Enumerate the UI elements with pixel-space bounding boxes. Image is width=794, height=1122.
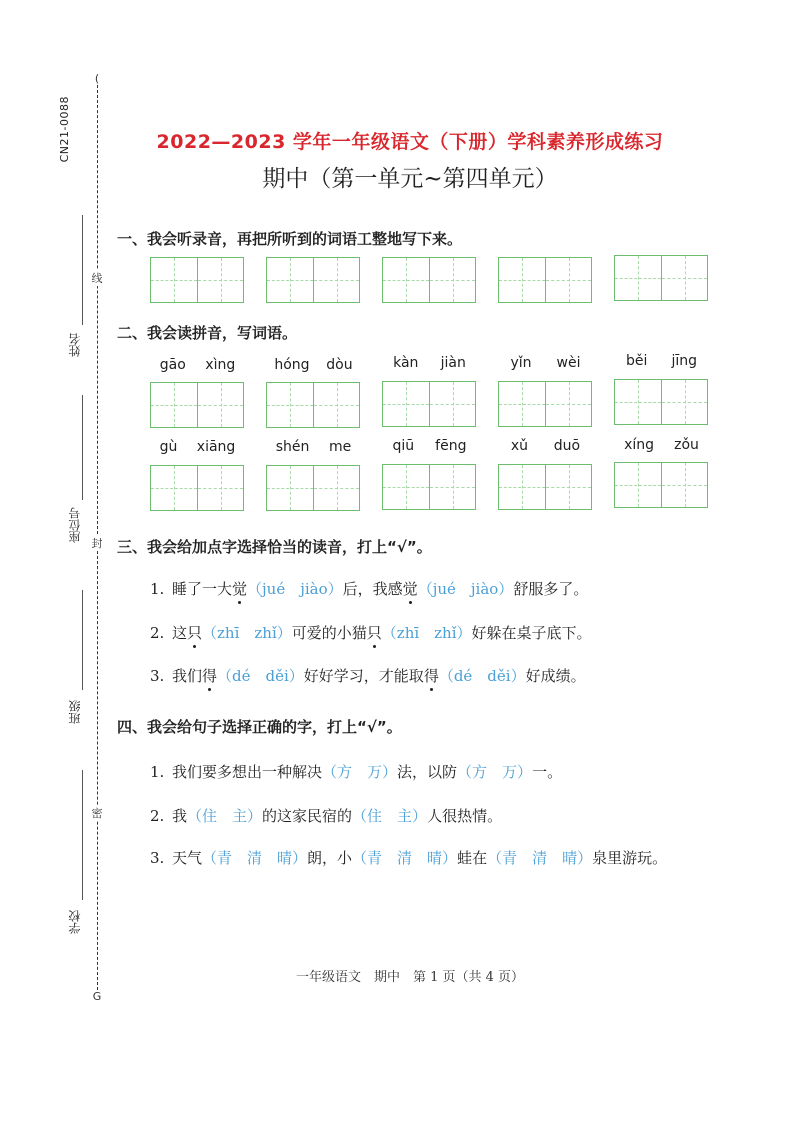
binding-seal-tag: 封 (91, 537, 103, 550)
char-options[interactable]: （方 万） (322, 763, 398, 781)
section4-heading: 四、我会给句子选择正确的字，打上“√”。 (117, 718, 402, 736)
writing-grid[interactable] (382, 381, 476, 427)
name-line (82, 215, 83, 325)
writing-grid[interactable] (498, 257, 592, 303)
pinyin-options[interactable]: （jué jiào） (417, 580, 514, 598)
binding-line-tag: 线 (91, 272, 103, 285)
section1-heading: 一、我会听录音，再把所听到的词语工整地写下来。 (117, 230, 463, 248)
writing-grid[interactable] (266, 257, 360, 303)
pinyin-pair: yǐn wèi (510, 355, 581, 371)
name-field[interactable] (64, 215, 88, 365)
pinyin-options[interactable]: （jué jiào） (247, 580, 343, 598)
writing-grid[interactable] (150, 465, 244, 511)
binding-top-mark: ( (90, 72, 104, 85)
writing-grid[interactable] (614, 255, 708, 301)
name-label: 姓名 (68, 333, 82, 357)
writing-grid[interactable] (150, 257, 244, 303)
writing-grid[interactable] (382, 257, 476, 303)
char-options[interactable]: （青 清 晴） (352, 849, 458, 867)
pinyin-pair: shén me (275, 439, 352, 455)
writing-grid[interactable] (150, 382, 244, 428)
section3-heading: 三、我会给加点字选择恰当的读音，打上“√”。 (117, 538, 432, 556)
seat-line (82, 395, 83, 500)
pinyin-pair: xǔ duō (510, 438, 581, 454)
school-field[interactable] (64, 770, 88, 945)
class-line (82, 590, 83, 690)
school-line (82, 770, 83, 900)
writing-grid[interactable] (266, 465, 360, 511)
class-field[interactable] (64, 590, 88, 740)
binding-g-mark: G (90, 990, 104, 1003)
section2-heading: 二、我会读拼音，写词语。 (117, 324, 298, 342)
writing-grid[interactable] (614, 462, 708, 508)
pinyin-pair: qiū fēng (392, 438, 467, 454)
char-options[interactable]: （青 清 晴） (487, 849, 593, 867)
school-label: 学校 (68, 910, 82, 934)
pinyin-pair: gāo xìng (159, 357, 236, 373)
pinyin-pair: běi jīng (626, 353, 697, 369)
char-options[interactable]: （住 主） (187, 807, 263, 825)
writing-grid[interactable] (382, 464, 476, 510)
writing-grid[interactable] (266, 382, 360, 428)
question-3-3: 3. 我们得（dé děi）好好学习，才能取得（dé děi）好成绩。 (150, 667, 586, 685)
page-footer: 一年级语文 期中 第 1 页（共 4 页） (295, 970, 525, 985)
class-label: 班级 (68, 700, 82, 724)
question-4-1: 1. 我们要多想出一种解决（方 万）法，以防（方 万）一。 (150, 763, 563, 781)
writing-grid[interactable] (498, 464, 592, 510)
seat-label: 座位号 (68, 507, 82, 543)
char-options[interactable]: （青 清 晴） (202, 849, 308, 867)
pinyin-options[interactable]: （dé děi） (438, 667, 526, 685)
question-3-1: 1. 睡了一大觉（jué jiào）后，我感觉（jué jiào）舒服多了。 (150, 580, 589, 598)
pinyin-pair: xíng zǒu (624, 437, 699, 453)
serial-code: CN21-0088 (58, 96, 71, 163)
char-options[interactable]: （住 主） (352, 807, 428, 825)
writing-grid[interactable] (498, 381, 592, 427)
pinyin-options[interactable]: （zhī zhǐ） (202, 624, 292, 642)
seat-field[interactable] (64, 395, 88, 560)
exam-title: 2022—2023 学年一年级语文（下册）学科素养形成练习 (156, 131, 664, 153)
question-4-2: 2. 我（住 主）的这家民宿的（住 主）人很热情。 (150, 807, 503, 825)
question-4-3: 3. 天气（青 清 晴）朗，小（青 清 晴）蛙在（青 清 晴）泉里游玩。 (150, 849, 668, 867)
writing-grid[interactable] (614, 379, 708, 425)
pinyin-pair: kàn jiàn (393, 355, 466, 371)
question-3-2: 2. 这只（zhī zhǐ）可爱的小猫只（zhī zhǐ）好躲在桌子底下。 (150, 624, 592, 642)
char-options[interactable]: （方 万） (457, 763, 533, 781)
pinyin-options[interactable]: （zhī zhǐ） (381, 624, 472, 642)
pinyin-pair: gù xiāng (159, 439, 236, 455)
pinyin-pair: hóng dòu (274, 357, 353, 373)
binding-secret-tag: 密 (91, 807, 103, 820)
exam-subtitle: 期中（第一单元~第四单元） (262, 166, 558, 192)
pinyin-options[interactable]: （dé děi） (217, 667, 304, 685)
